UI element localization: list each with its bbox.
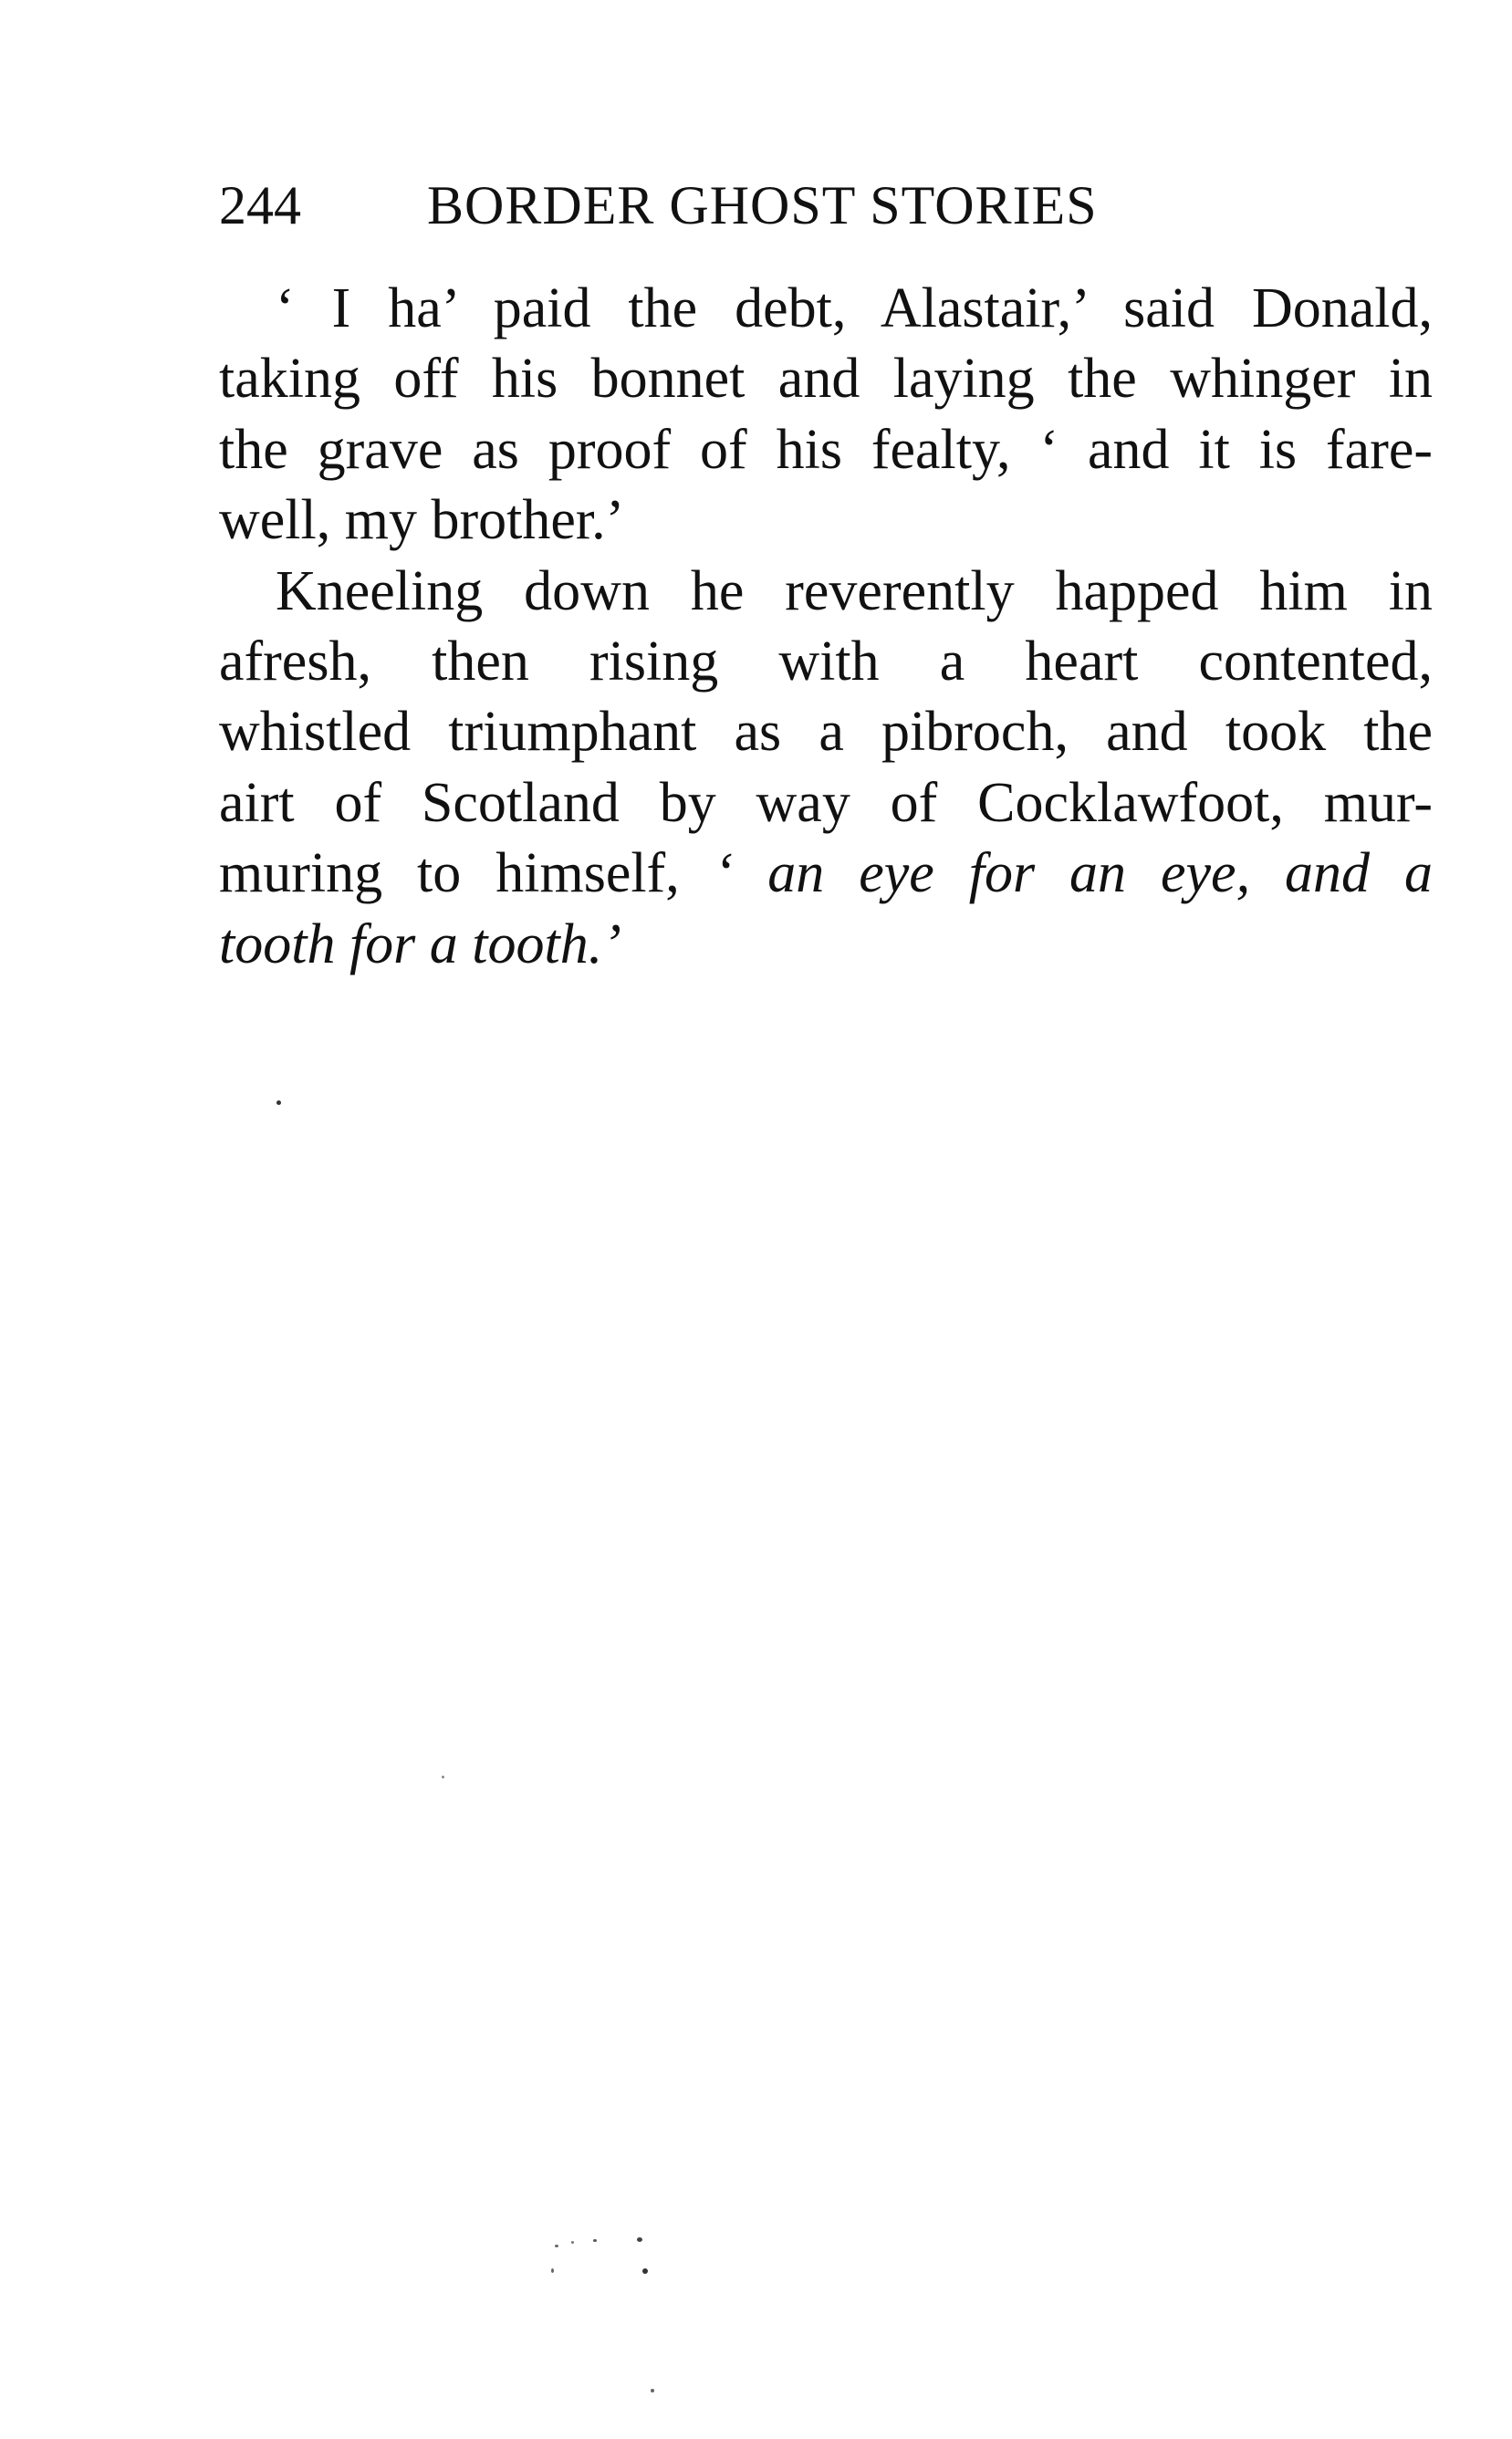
paragraph-2-line-1: Kneeling down he reverently happed him in — [276, 559, 1433, 622]
scan-speck — [637, 2237, 642, 2242]
scan-speck — [651, 2389, 654, 2392]
scan-speck — [571, 2241, 574, 2244]
paragraph-2-line-3: whistled triumphant as a pibroch, and took the — [219, 701, 1433, 764]
paragraph-2-line-4: airt of Scotland by way of Cocklawfoot, mur- — [219, 771, 1433, 834]
paragraph-2-line-5 — [219, 839, 1433, 909]
paragraph-1-line-4: well, my brother.’ — [219, 489, 625, 552]
page-header — [219, 169, 1433, 242]
paragraph-2-line-2: afresh, then rising with a heart contented, — [219, 630, 1433, 693]
paragraph-2-line-5-roman: muring to himself, — [219, 842, 714, 905]
scan-speck — [642, 2268, 648, 2274]
scan-speck — [593, 2239, 597, 2242]
body-text — [219, 274, 1433, 980]
paragraph-2-line-6: tooth for a tooth.’ — [219, 912, 621, 975]
paragraph-1-line-3: the grave as proof of his fealty, ‘ and it is fare- — [219, 418, 1433, 481]
paragraph-1-line-2: taking off his bonnet and laying the whinger in — [219, 348, 1433, 411]
paragraph-2-line-5-italic: ‘ an eye for an eye, and a — [714, 842, 1433, 905]
scan-speck — [551, 2268, 554, 2273]
scan-speck — [276, 1100, 281, 1105]
running-head: BORDER GHOST STORIES — [427, 175, 1098, 235]
scan-speck — [442, 1776, 444, 1778]
page-number: 244 — [219, 175, 301, 235]
scan-speck — [555, 2245, 558, 2247]
paragraph-1-line-1: ‘ I ha’ paid the debt, Alastair,’ said Donald, — [276, 277, 1433, 339]
